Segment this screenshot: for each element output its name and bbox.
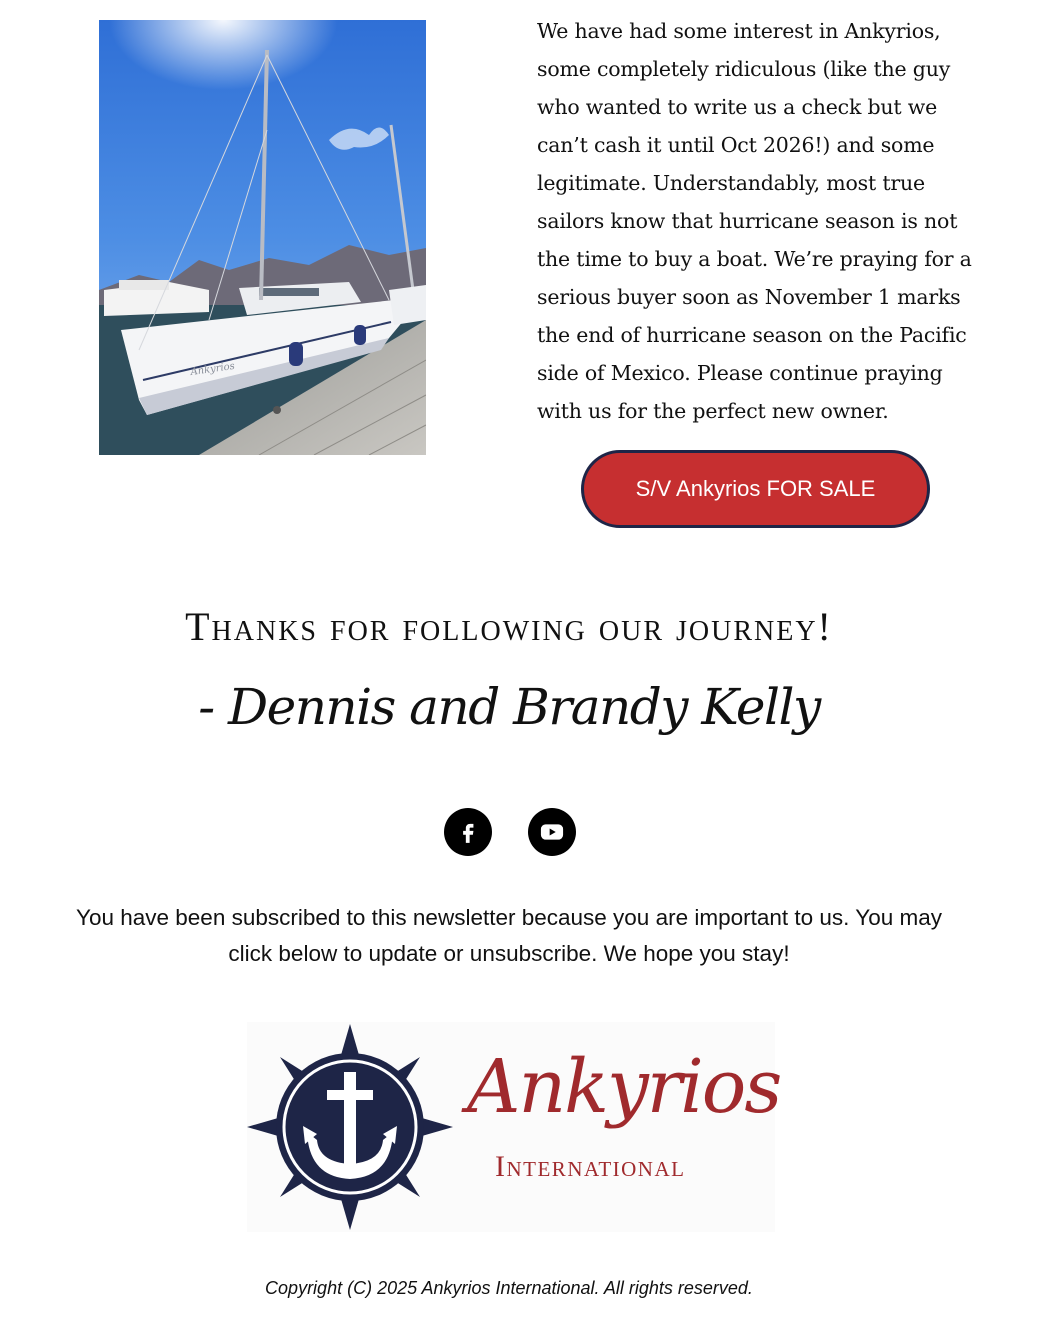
thanks-heading: Thanks for following our journey! — [185, 604, 833, 649]
signature: - Dennis and Brandy Kelly — [198, 678, 820, 736]
story-line: the end of hurricane season on the Pacific — [537, 323, 967, 347]
story-line: sailors know that hurricane season is not — [537, 209, 958, 233]
sailboat-image — [99, 20, 426, 455]
story-line: side of Mexico. Please continue praying — [537, 361, 943, 385]
story-line: the time to buy a boat. We’re praying for a — [537, 247, 972, 271]
story-line: We have had some interest in Ankyrios, — [537, 19, 941, 43]
compass-anchor-icon — [247, 1022, 457, 1232]
boat-for-sale-button[interactable]: S/V Ankyrios FOR SALE — [581, 450, 930, 528]
story-line: with us for the perfect new owner. — [537, 399, 889, 423]
story-paragraph — [537, 12, 977, 430]
story-line: some completely ridiculous (like the guy — [537, 57, 951, 81]
hull-name-text: Ankyrios — [189, 360, 236, 378]
facebook-glyph — [455, 819, 481, 845]
story-line: who wanted to write us a check but we — [537, 95, 938, 119]
youtube-glyph — [538, 818, 566, 846]
facebook-icon[interactable] — [444, 808, 492, 856]
story-line: can’t cash it until Oct 2026!) and some — [537, 133, 935, 157]
story-line: serious buyer soon as November 1 marks — [537, 285, 961, 309]
copyright-text: Copyright (C) 2025 Ankyrios International. All rights reserved. — [265, 1278, 753, 1298]
story-line: legitimate. Understandably, most true — [537, 171, 925, 195]
logo-name: Ankyrios — [467, 1044, 781, 1130]
ankyrios-international-logo — [247, 1022, 781, 1232]
subscription-notice: You have been subscribed to this newsletter because you are important to us. You may click below to update or unsubscribe. We hope you stay! — [76, 905, 942, 966]
youtube-icon[interactable] — [528, 808, 576, 856]
logo-subtitle: International — [495, 1150, 686, 1183]
boat-photo — [99, 20, 426, 455]
